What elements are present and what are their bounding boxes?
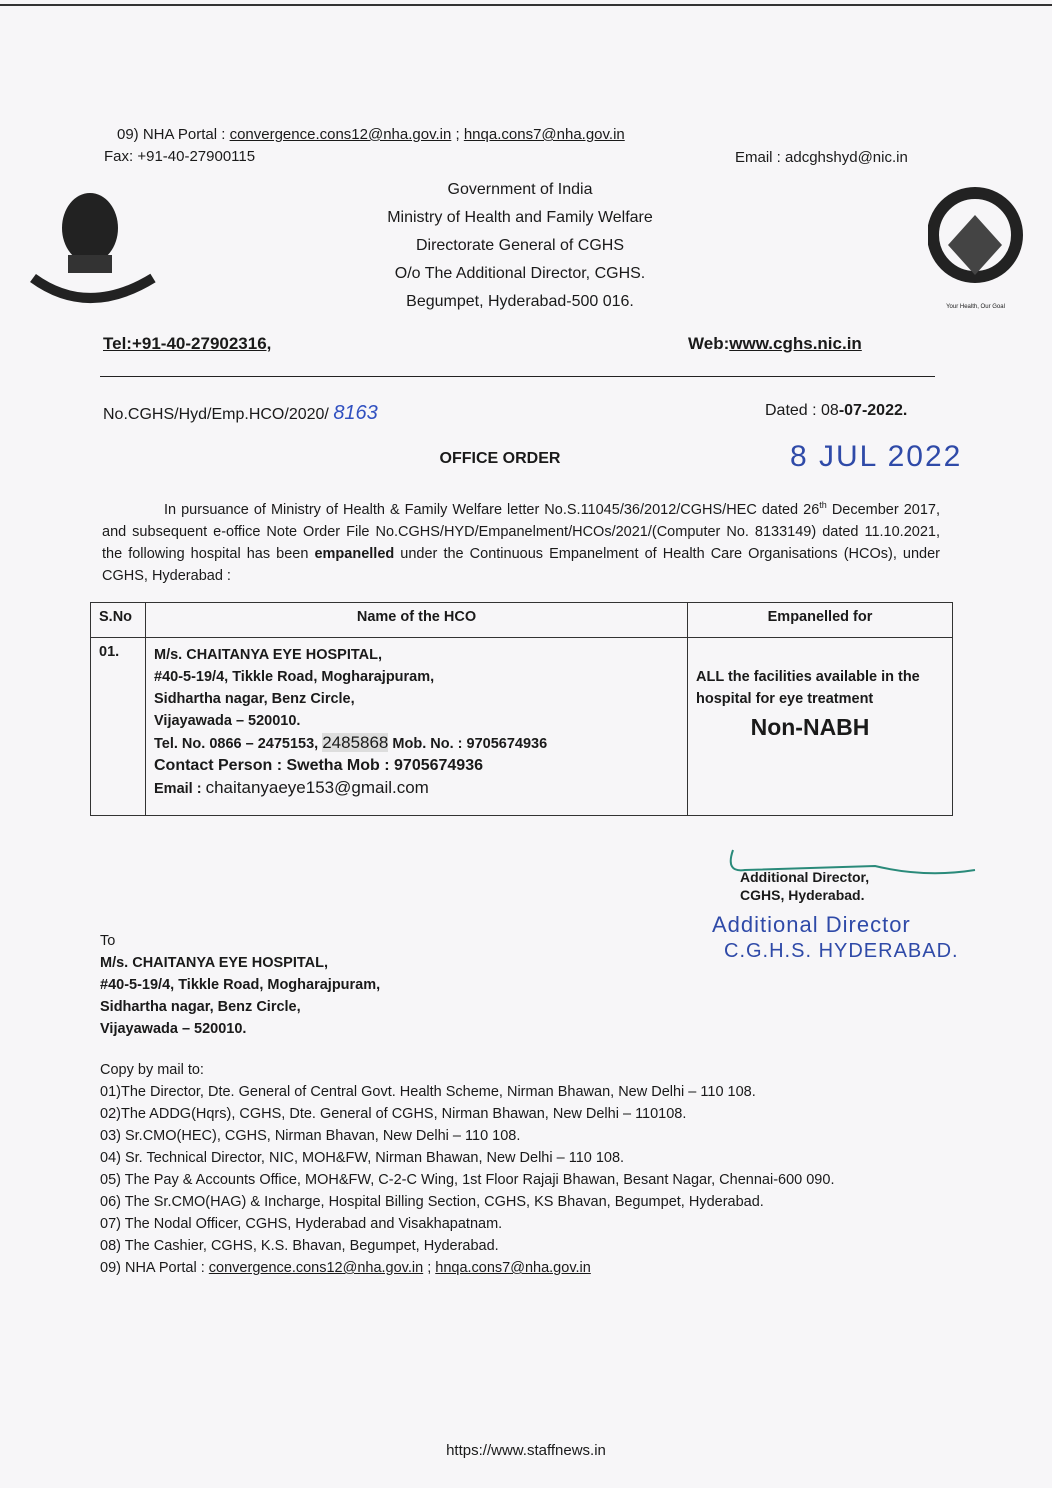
list-item: 06) The Sr.CMO(HAG) & Incharge, Hospital Billing Section, CGHS, KS Bhavan, Begumpet, Hyderabad.	[100, 1194, 764, 1210]
hco-details: M/s. CHAITANYA EYE HOSPITAL, #40-5-19/4, Tikkle Road, Mogharajpuram, Sidhartha nagar, Benz Circle, Vijayawada – 520010. Tel. No. 0866 – 2475153, 2485868 Mob. No. : 9705674936 Contact Person : Swetha Mob : 9705674936 Email : chaitanyaeye153@gmail.com	[146, 638, 688, 816]
reference-number: No.CGHS/Hyd/Emp.HCO/2020/ 8163	[103, 402, 378, 424]
list-item: 05) The Pay & Accounts Office, MOH&FW, C-2-C Wing, 1st Floor Rajaji Bhawan, Besant Nagar, Chennai-600 090.	[100, 1172, 835, 1188]
fax: Fax: +91-40-27900115	[104, 148, 256, 165]
website-link[interactable]: www.cghs.nic.in	[729, 334, 862, 353]
list-item: 01)The Director, Dte. General of Central Govt. Health Scheme, Nirman Bhawan, New Delhi – 110 108.	[100, 1084, 756, 1100]
header-divider	[100, 376, 935, 377]
list-item: 04) Sr. Technical Director, NIC, MOH&FW, Nirman Bhawan, New Delhi – 110 108.	[100, 1150, 625, 1166]
handwritten-number: 8163	[333, 402, 378, 424]
org-address: Government of India Ministry of Health and Family Welfare Directorate General of CGHS O/o The Additional Director, CGHS. Begumpet, Hyderabad-500 016.	[387, 181, 653, 310]
ashoka-emblem-icon	[28, 183, 158, 308]
nha-portal-line: 09) NHA Portal : convergence.cons12@nha.gov.in ; hnqa.cons7@nha.gov.in	[117, 126, 625, 143]
list-item: 03) Sr.CMO(HEC), CGHS, Nirman Bhavan, New Delhi – 110 108.	[100, 1128, 521, 1144]
office-stamp: Additional Director C.G.H.S. HYDERABAD.	[712, 912, 959, 962]
table-row: 01. M/s. CHAITANYA EYE HOSPITAL, #40-5-19/4, Tikkle Road, Mogharajpuram, Sidhartha nagar, Benz Circle, Vijayawada – 520010. Tel. No. 0866 – 2475153, 2485868 Mob. No. : 9705674936 Contact Person : Swetha Mob : 9705674936 Email : chaitanyaeye153@gmail.com ALL the facilities available in the hospital for eye treatment Non-NABH	[91, 638, 953, 816]
nabh-status: Non-NABH	[750, 714, 870, 740]
cghs-logo-icon: Your Health, Our Goal	[928, 185, 1023, 315]
email: Email : adcghshyd@nic.in	[735, 149, 908, 166]
hco-email: chaitanyaeye153@gmail.com	[205, 778, 429, 797]
table-header-row: S.No Name of the HCO Empanelled for	[91, 603, 953, 638]
top-border	[0, 4, 1052, 6]
copy-list: Copy by mail to: 01)The Director, Dte. General of Central Govt. Health Scheme, Nirman Bhawan, New Delhi – 110 108. 02)The ADDG(Hqrs), CGHS, Dte. General of CGHS, Nirman Bhawan, New Delhi – 110108. 03) Sr.CMO(HEC), CGHS, Nirman Bhavan, New Delhi – 110 108. 04) Sr. Technical Director, NIC, MOH&FW, Nirman Bhawan, New Delhi – 110 108. 05) The Pay & Accounts Office, MOH&FW, C-2-C Wing, 1st Floor Rajaji Bhawan, Besant Nagar, Chennai-600 090. 06) The Sr.CMO(HAG) & Incharge, Hospital Billing Section, CGHS, KS Bhavan, Begumpet, Hyderabad. 07) The Nodal Officer, CGHS, Hyderabad and Visakhapatnam. 08) The Cashier, CGHS, K.S. Bhavan, Begumpet, Hyderabad. 09) NHA Portal : convergence.cons12@nha.gov.in ; hnqa.cons7@nha.gov.in	[100, 1059, 834, 1279]
footer-url[interactable]: https://www.staffnews.in	[446, 1442, 606, 1459]
received-date-stamp: 8 JUL 2022	[790, 440, 963, 473]
list-item: 02)The ADDG(Hqrs), CGHS, Dte. General of CGHS, Nirman Bhawan, New Delhi – 110108.	[100, 1106, 687, 1122]
list-item: 08) The Cashier, CGHS, K.S. Bhavan, Begumpet, Hyderabad.	[100, 1238, 499, 1254]
list-item: 09) NHA Portal : convergence.cons12@nha.gov.in ; hnqa.cons7@nha.gov.in	[100, 1260, 591, 1276]
signatory-title: Additional Director, CGHS, Hyderabad.	[740, 869, 870, 903]
order-paragraph: In pursuance of Ministry of Health & Family Welfare letter No.S.11045/36/2012/CGHS/HEC dated 26th December 2017, and subsequent e-office Note Order File No.CGHS/HYD/Empanelment/HCOs/2021/(Computer No. 8133149) dated 11.10.2021, the following hospital has been empanelled under the Continuous Empanelment of Health Care Organisations (HCOs), under CGHS, Hyderabad :	[102, 500, 941, 584]
nha-email-link-2[interactable]: hnqa.cons7@nha.gov.in	[463, 126, 625, 143]
website: Web:www.cghs.nic.in	[688, 334, 862, 353]
nha-email-link-1[interactable]: convergence.cons12@nha.gov.in	[229, 126, 452, 143]
dated: Dated : 08-07-2022.	[765, 402, 908, 419]
page-title: OFFICE ORDER	[439, 450, 561, 467]
telephone: Tel:+91-40-27902316,	[103, 334, 272, 353]
hco-table	[90, 602, 953, 816]
list-item: 07) The Nodal Officer, CGHS, Hyderabad and Visakhapatnam.	[100, 1216, 503, 1232]
addressee: To M/s. CHAITANYA EYE HOSPITAL, #40-5-19/4, Tikkle Road, Mogharajpuram, Sidhartha nagar, Benz Circle, Vijayawada – 520010.	[100, 933, 381, 1037]
